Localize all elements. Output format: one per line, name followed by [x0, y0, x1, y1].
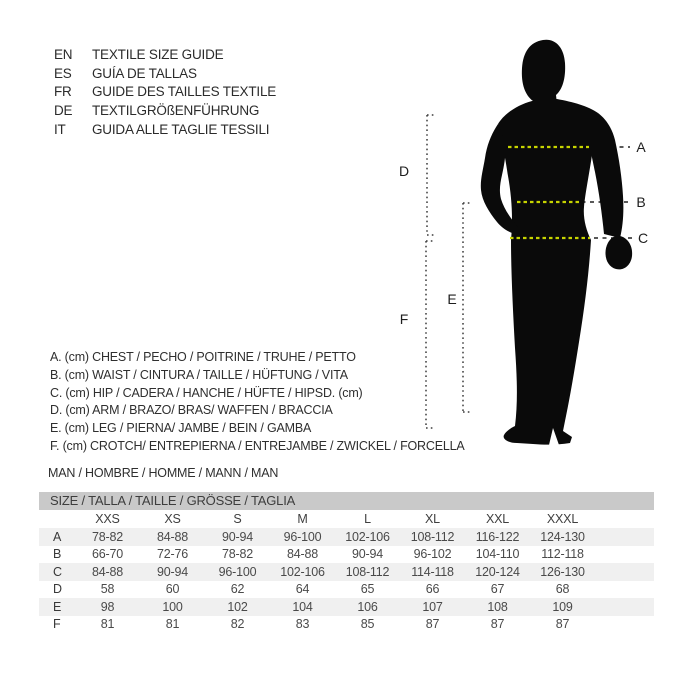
- table-row-c: [39, 563, 654, 581]
- table-cell: 65: [360, 582, 375, 597]
- table-cell: 84-88: [92, 564, 123, 579]
- size-column-header: XS: [164, 512, 181, 526]
- row-label: F: [53, 617, 61, 632]
- filler-cell: [595, 581, 654, 599]
- size-column-header: XL: [425, 512, 440, 526]
- silhouette-right-hand: [605, 236, 632, 270]
- table-cell: 64: [295, 582, 310, 597]
- marker-label-c: C: [637, 230, 649, 246]
- table-cell: 60: [165, 582, 180, 597]
- table-cell: 102-106: [280, 564, 325, 579]
- silhouette-legs: [504, 240, 591, 445]
- table-cell: 90-94: [157, 564, 188, 579]
- row-label: E: [53, 599, 62, 614]
- table-cell: 104: [292, 599, 313, 614]
- marker-label-e: E: [447, 291, 457, 307]
- measurement-definition-c: C. (cm) HIP / CADERA / HANCHE / HÜFTE / HIPSD. (cm): [50, 385, 363, 400]
- row-label: A: [53, 529, 62, 544]
- table-cell: 120-124: [475, 564, 520, 579]
- language-code: FR: [54, 84, 72, 100]
- size-table: [39, 492, 654, 633]
- gender-line: MAN / HOMBRE / HOMME / MANN / MAN: [48, 466, 279, 480]
- table-cell: 114-118: [411, 564, 454, 579]
- table-row-a: [39, 528, 654, 546]
- crotch-extent-ticks: [426, 241, 435, 428]
- table-cell: 87: [425, 617, 440, 632]
- silhouette-head: [522, 40, 565, 107]
- table-cell: 81: [165, 617, 180, 632]
- marker-label-a: A: [636, 139, 646, 155]
- size-column-header-row: [39, 510, 654, 528]
- table-row-f: [39, 616, 654, 634]
- row-label: C: [53, 564, 62, 579]
- table-cell: 82: [230, 617, 245, 632]
- table-cell: 67: [490, 582, 505, 597]
- table-cell: 108: [487, 599, 508, 614]
- table-cell: 78-82: [92, 529, 123, 544]
- table-cell: 96-100: [218, 564, 257, 579]
- measurement-definition-a: A. (cm) CHEST / PECHO / POITRINE / TRUHE / PETTO: [50, 350, 356, 364]
- measurement-definition-e: E. (cm) LEG / PIERNA/ JAMBE / BEIN / GAMBA: [50, 421, 312, 436]
- row-label: B: [53, 547, 62, 562]
- table-cell: 107: [422, 599, 443, 614]
- table-cell: 124-130: [540, 529, 585, 544]
- arm-extent-ticks: [427, 115, 436, 235]
- table-cell: 87: [555, 617, 570, 632]
- filler-cell: [595, 528, 654, 546]
- table-cell: 116-122: [475, 529, 520, 544]
- size-table-title-bar: SIZE / TALLA / TAILLE / GRÖSSE / TAGLIA: [39, 492, 654, 510]
- table-cell: 102: [227, 599, 248, 614]
- table-cell: 102-106: [345, 529, 390, 544]
- language-code: EN: [54, 47, 73, 62]
- table-row-d: [39, 581, 654, 599]
- row-label: D: [53, 582, 62, 597]
- table-cell: 58: [100, 582, 115, 597]
- language-title: GUÍA DE TALLAS: [92, 65, 197, 81]
- table-cell: 98: [100, 599, 115, 614]
- language-title: GUIDA ALLE TAGLIE TESSILI: [92, 121, 270, 137]
- table-cell: 84-88: [157, 529, 188, 544]
- table-cell: 85: [360, 617, 375, 632]
- table-cell: 108-112: [345, 564, 390, 579]
- marker-label-b: B: [636, 194, 646, 210]
- table-cell: 104-110: [475, 547, 520, 562]
- filler-cell: [595, 598, 654, 616]
- table-cell: 126-130: [540, 564, 585, 579]
- size-column-header: L: [364, 512, 371, 526]
- size-column-header: XXXL: [546, 512, 579, 526]
- filler-cell: [595, 616, 654, 634]
- table-row-b: [39, 546, 654, 564]
- language-code: ES: [54, 65, 72, 81]
- table-cell: 96-102: [413, 547, 452, 562]
- table-cell: 112-118: [541, 547, 584, 562]
- size-column-header: M: [297, 512, 308, 526]
- leg-extent-ticks: [463, 203, 472, 412]
- language-title: TEXTILE SIZE GUIDE: [92, 47, 224, 62]
- corner-cell: [39, 510, 75, 528]
- size-column-header: XXS: [95, 512, 120, 526]
- measurement-definition-d: D. (cm) ARM / BRAZO/ BRAS/ WAFFEN / BRACCIA: [50, 403, 333, 418]
- table-cell: 68: [555, 582, 570, 597]
- silhouette-right-arm: [589, 113, 623, 238]
- filler-cell: [595, 510, 654, 528]
- marker-label-d: D: [398, 163, 410, 179]
- table-cell: 72-76: [157, 547, 188, 562]
- language-title: GUIDE DES TAILLES TEXTILE: [92, 84, 277, 100]
- table-cell: 100: [162, 599, 183, 614]
- table-cell: 87: [490, 617, 505, 632]
- table-cell: 78-82: [222, 547, 253, 562]
- table-cell: 83: [295, 617, 310, 632]
- table-cell: 90-94: [352, 547, 383, 562]
- language-code: DE: [54, 103, 73, 119]
- measurement-definition-b: B. (cm) WAIST / CINTURA / TAILLE / HÜFTUNG / VITA: [50, 367, 348, 382]
- silhouette-torso: [498, 99, 598, 240]
- table-cell: 106: [357, 599, 378, 614]
- size-table-grid: [39, 510, 654, 633]
- table-cell: 81: [100, 617, 115, 632]
- size-column-header: S: [233, 512, 242, 526]
- language-title: TEXTILGRÖßENFÜHRUNG: [92, 103, 260, 119]
- table-cell: 96-100: [283, 529, 322, 544]
- table-row-e: [39, 598, 654, 616]
- man-silhouette-icon: [481, 40, 632, 445]
- marker-label-f: F: [399, 311, 409, 327]
- language-code: IT: [54, 121, 66, 137]
- measurement-definition-f: F. (cm) CROTCH/ ENTREPIERNA / ENTREJAMBE / ZWICKEL / FORCELLA: [50, 438, 465, 453]
- filler-cell: [595, 563, 654, 581]
- filler-cell: [595, 546, 654, 564]
- table-cell: 108-112: [410, 529, 455, 544]
- table-cell: 66: [425, 582, 440, 597]
- table-cell: 66-70: [92, 547, 123, 562]
- size-column-header: XXL: [485, 512, 510, 526]
- table-cell: 109: [552, 599, 573, 614]
- table-cell: 84-88: [287, 547, 318, 562]
- table-cell: 62: [230, 582, 245, 597]
- table-cell: 90-94: [222, 529, 253, 544]
- extent-lines: [426, 115, 472, 428]
